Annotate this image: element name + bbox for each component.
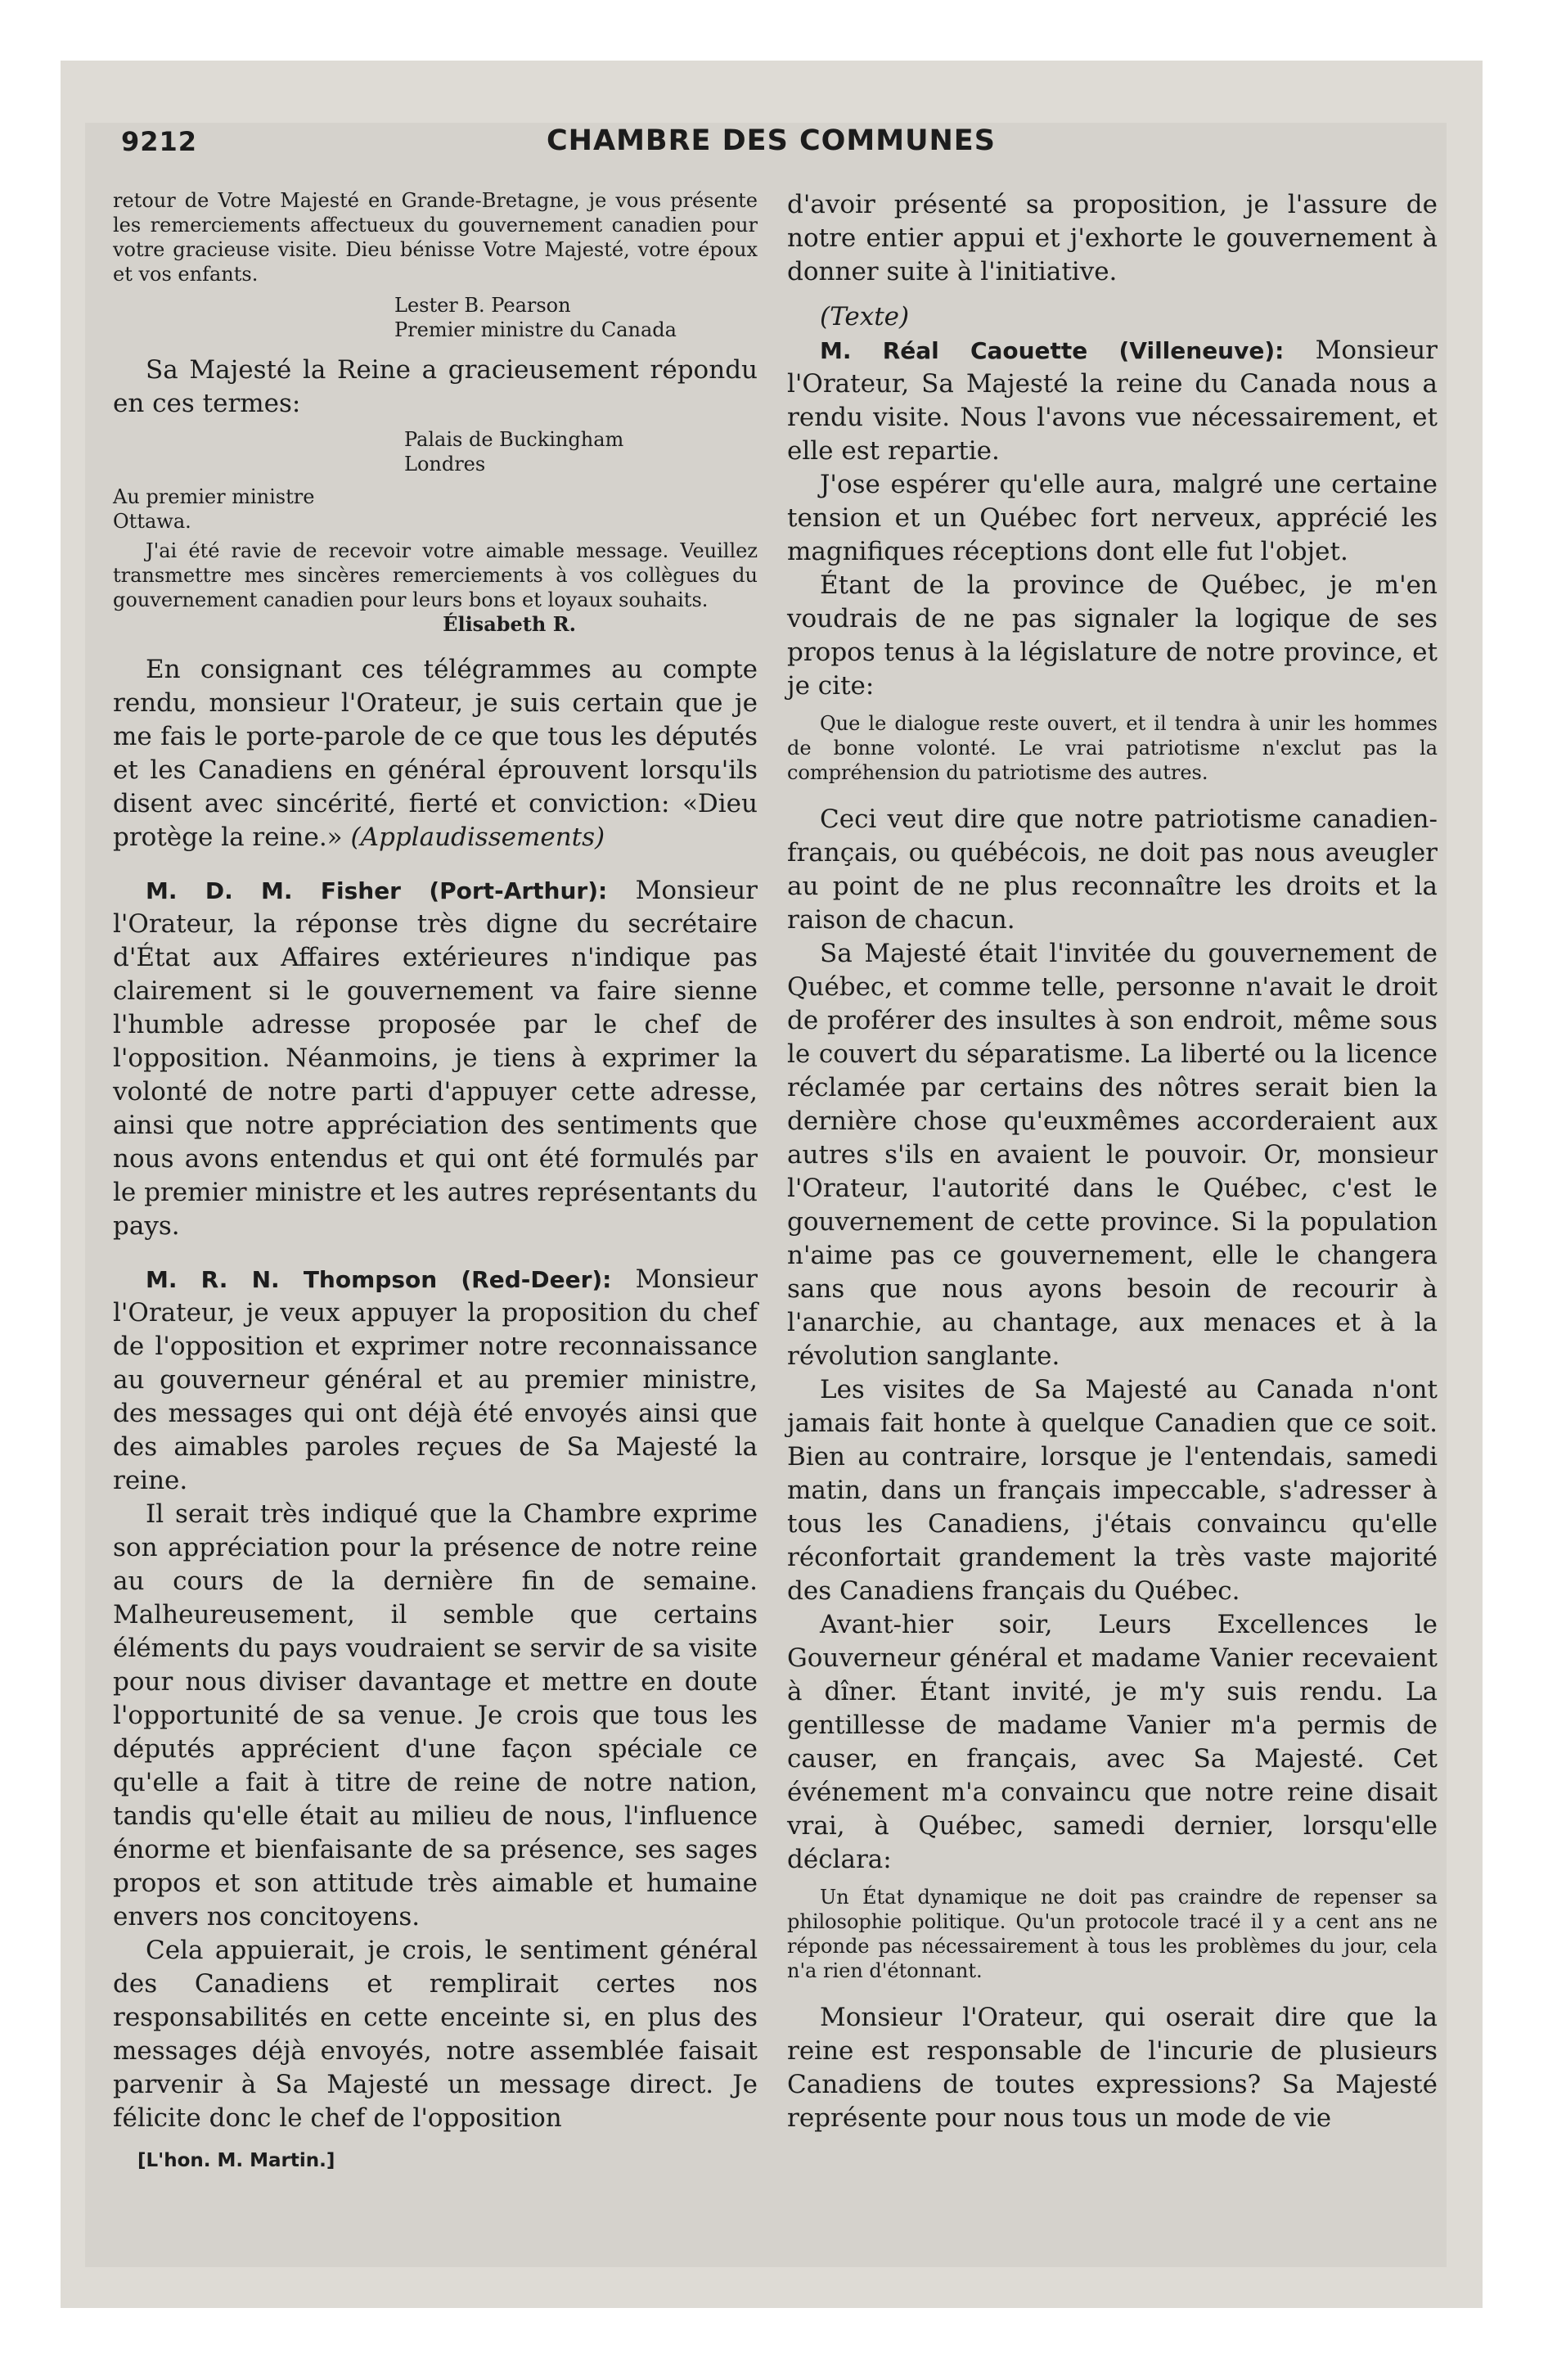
telegram-text: retour de Votre Majesté en Grande-Bretagne, je vous présente les remerciements affectueux du gouvernement canadien pour votre gracieuse visite. Dieu bénisse Votre Majesté, votre époux et vos enfants.	[113, 189, 758, 286]
quotation: Un État dynamique ne doit pas craindre de repenser sa philosophie politique. Qu'un protocole tracé il y a cent ans ne réponde pas nécessairement à tous les problèmes du jour, cela n'a rien d'étonnant.	[787, 1886, 1438, 1982]
paragraph	[113, 653, 758, 854]
running-title: CHAMBRE DES COMMUNES	[547, 124, 996, 157]
paragraph: Cela appuierait, je crois, le sentiment général des Canadiens et remplirait certes nos responsabilités en cette enceinte si, en plus des messages déjà envoyés, notre assemblée faisait parvenir à Sa Majesté un message direct. Je félicite donc le chef de l'opposition	[113, 1936, 758, 2133]
paragraph: Sa Majesté était l'invitée du gouvernement de Québec, et comme telle, personne n'avait le droit de proférer des insultes à son endroit, même sous le couvert du séparatisme. La liberté ou la licence réclamée par certains des nôtres serait bien la dernière chose qu'euxmêmes accorderaient aux autres s'ils en avaient le pouvoir. Or, monsieur l'Orateur, l'autorité dans le Québec, c'est le gouvernement de cette province. Si la population n'aime pas ce gouvernement, elle le changera sans que nous ayons besoin de recourir à l'anarchie, au chantage, aux menaces et à la révolution sanglante.	[787, 939, 1438, 1371]
speech-text: Monsieur l'Orateur, je veux appuyer la proposition du chef de l'opposition et exprimer notre reconnaissance au gouverneur général et au premier ministre, des messages qui ont déjà été envoyés ainsi que des aimables paroles reçues de Sa Majesté la reine.	[113, 1264, 758, 1495]
speech-text: Monsieur l'Orateur, la réponse très digne du secrétaire d'État aux Affaires extérieures n'indique pas clairement si le gouvernement va faire sienne l'humble adresse proposée par le chef de l'opposition. Néanmoins, je tiens à exprimer la volonté de notre parti d'appuyer cette adresse, ainsi que notre appréciation des sentiments que nous avons entendus et qui ont été formulés par le premier ministre et les autres représentants du pays.	[113, 876, 758, 1241]
reply-text: J'ai été ravie de recevoir votre aimable message. Veuillez transmettre mes sincères remerciements à vos collègues du gouvernement canadien pour leurs bons et loyaux souhaits.	[113, 539, 758, 611]
footer-reference: [L'hon. M. Martin.]	[137, 2150, 335, 2171]
paragraph: d'avoir présenté sa proposition, je l'assure de notre entier appui et j'exhorte le gouvernement à donner suite à l'initiative.	[787, 190, 1438, 286]
speaker-name: M. D. M. Fisher (Port-Arthur):	[146, 877, 608, 904]
quotation: Que le dialogue reste ouvert, et il tendra à unir les hommes de bonne volonté. Le vrai patriotisme n'exclut pas la compréhension du patriotisme des autres.	[787, 712, 1438, 784]
paragraph: Il serait très indiqué que la Chambre exprime son appréciation pour la présence de notre reine au cours de la dernière fin de semaine. Malheureusement, il semble que certains éléments du pays voudraient se servir de sa visite pour nous diviser davantage et mettre en doute l'opportunité de sa venue. Je crois que tous les députés apprécient d'une façon spéciale ce qu'elle a fait à titre de reine de notre nation, tandis qu'elle était au milieu de nous, l'influence énorme et bienfaisante de sa présence, ses sages propos et son attitude très aimable et humaine envers nos concitoyens.	[113, 1499, 758, 1931]
paragraph: Sa Majesté la Reine a gracieusement répondu en ces termes:	[113, 355, 758, 418]
paragraph: Étant de la province de Québec, je m'en voudrais de ne pas signaler la logique de ses propos tenus à la législature de notre province, et je cite:	[787, 570, 1438, 701]
page-number: 9212	[121, 126, 198, 157]
signature-name: Lester B. Pearson	[394, 294, 571, 317]
paragraph: Monsieur l'Orateur, qui oserait dire que la reine est responsable de l'incurie de plusieurs Canadiens de toutes expressions? Sa Majesté représente pour nous tous un mode de vie	[787, 2003, 1438, 2133]
right-column	[787, 188, 1438, 2135]
speech-text: Monsieur l'Orateur, Sa Majesté la reine du Canada nous a rendu visite. Nous l'avons vue nécessairement, et elle est repartie.	[787, 336, 1438, 466]
speaker-name: M. Réal Caouette (Villeneuve):	[820, 337, 1285, 364]
speaker-name: M. R. N. Thompson (Red-Deer):	[146, 1266, 612, 1293]
signature-title: Premier ministre du Canada	[394, 318, 677, 341]
paragraph-text: En consignant ces télégrammes au compte rendu, monsieur l'Orateur, je suis certain que je me fais le porte-parole de ce que tous les députés et les Canadiens en général éprouvent lorsqu'ils disent avec sincérité, fierté et conviction: «Dieu protège la reine.»	[113, 655, 758, 852]
left-column	[113, 188, 758, 2171]
reply-signature: Élisabeth R.	[443, 612, 576, 636]
speech	[787, 334, 1438, 468]
speech	[113, 1263, 758, 1498]
paragraph: J'ose espérer qu'elle aura, malgré une certaine tension et un Québec fort nerveux, apprécié les magnifiques réceptions dont elle fut l'objet.	[787, 470, 1438, 566]
reply-place: Palais de Buckingham	[404, 428, 624, 451]
paragraph: Avant-hier soir, Leurs Excellences le Gouverneur général et madame Vanier recevaient à dîner. Étant invité, je m'y suis rendu. La gentillesse de madame Vanier m'a permis de causer, en français, avec Sa Majesté. Cet événement m'a convaincu que notre reine disait vrai, à Québec, samedi dernier, lorsqu'elle déclara:	[787, 1610, 1438, 1874]
reply-city: Londres	[404, 453, 486, 476]
running-header	[121, 124, 1434, 165]
speech	[113, 874, 758, 1243]
reply-addressee: Au premier ministre	[113, 485, 315, 508]
paragraph: Ceci veut dire que notre patriotisme canadien-français, ou québécois, ne doit pas nous aveugler au point de ne plus reconnaître les droits et la raison de chacun.	[787, 805, 1438, 935]
reply-city-addressee: Ottawa.	[113, 510, 191, 533]
texte-note: (Texte)	[820, 302, 910, 331]
applause-note: (Applaudissements)	[350, 823, 605, 852]
paragraph: Les visites de Sa Majesté au Canada n'ont jamais fait honte à quelque Canadien que ce soit. Bien au contraire, lorsque je l'entendais, samedi matin, dans un français impeccable, s'adresser à tous les Canadiens, j'étais convaincu qu'elle réconfortait grandement la très vaste majorité des Canadiens français du Québec.	[787, 1375, 1438, 1606]
